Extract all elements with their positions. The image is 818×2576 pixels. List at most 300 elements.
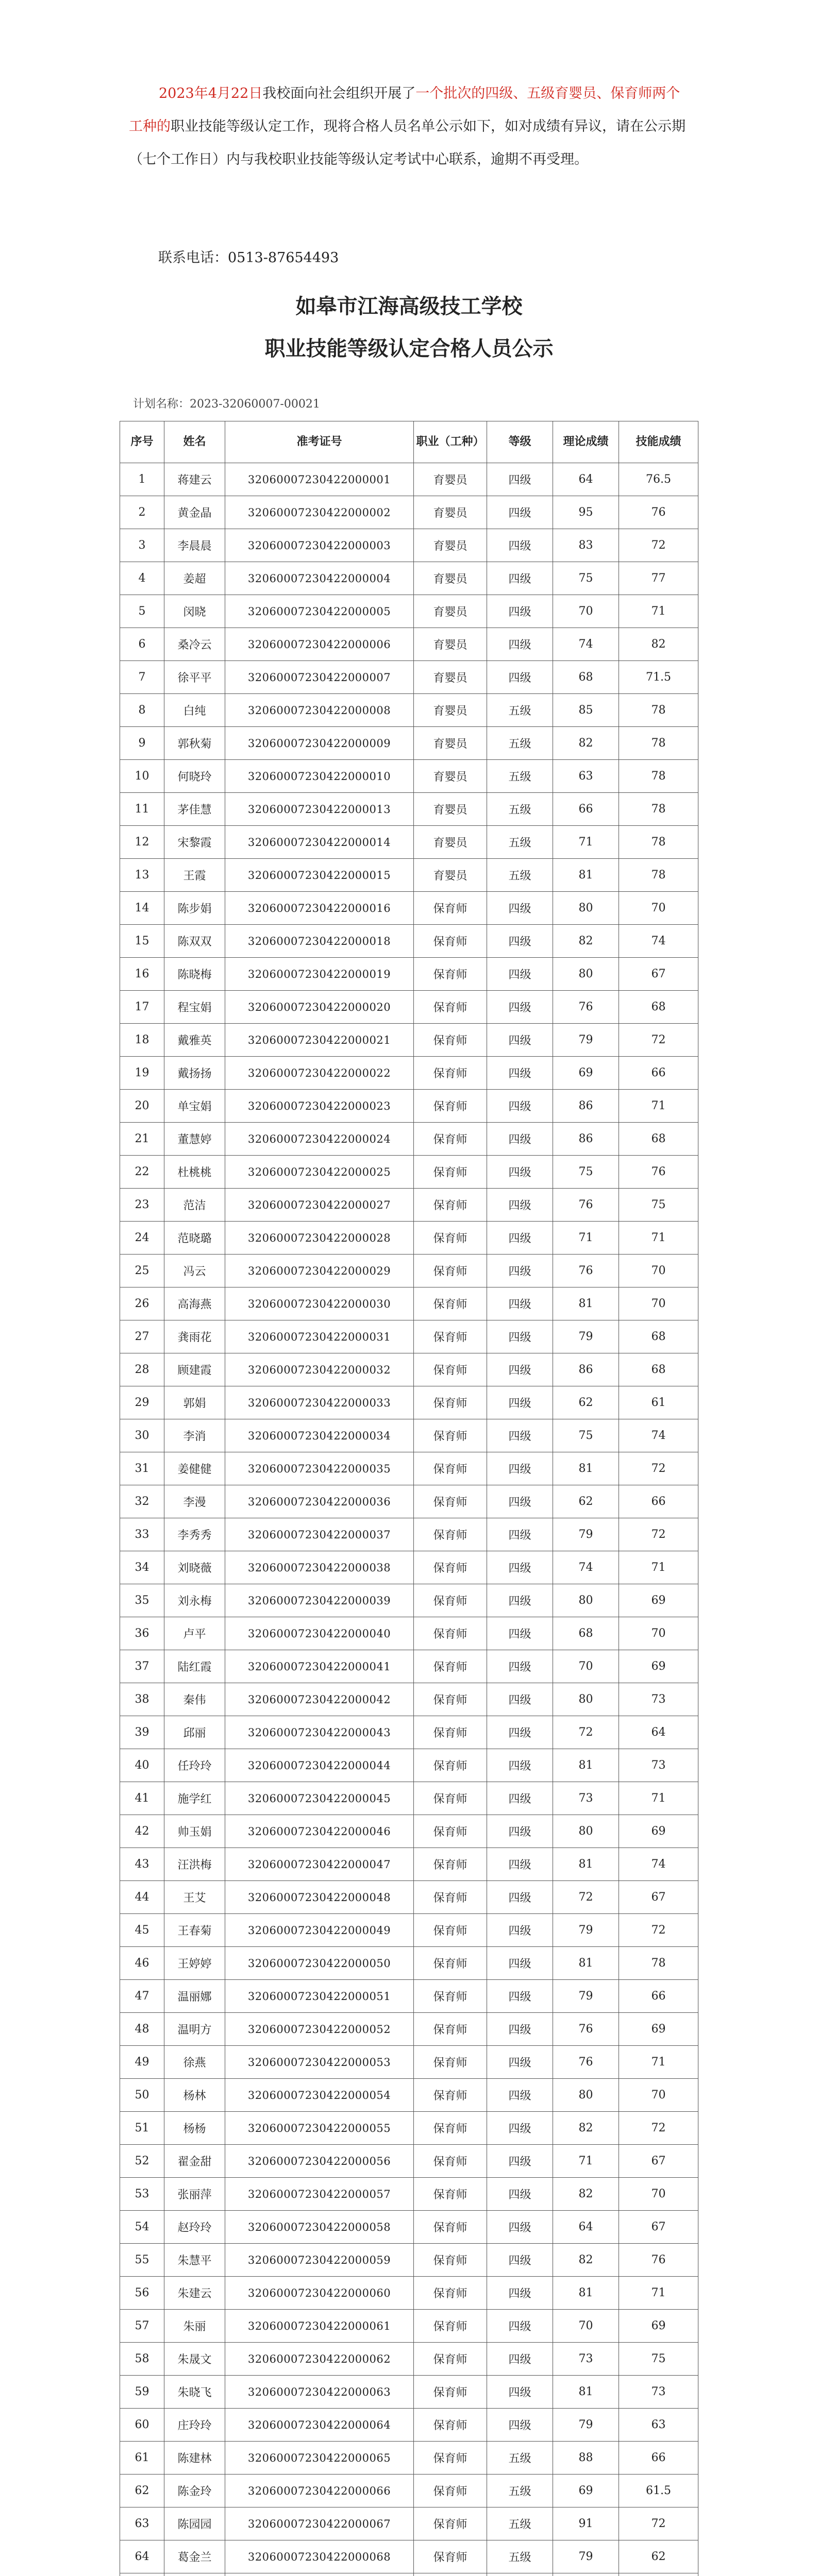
cell-skill-score: 70 [619, 892, 698, 925]
cell-index: 55 [120, 2244, 164, 2277]
cell-level: 四级 [487, 1980, 553, 2013]
cell-name: 蒋建云 [164, 463, 225, 496]
cell-exam-id: 32060007230422000003 [225, 529, 414, 562]
cell-skill-score: 72 [619, 2507, 698, 2540]
cell-exam-id: 32060007230422000053 [225, 2046, 414, 2079]
intro-text-1: 我校面向社会组织开展了 [262, 86, 416, 101]
cell-occupation: 保育师 [414, 2112, 487, 2145]
cell-index: 20 [120, 1090, 164, 1123]
cell-index: 16 [120, 958, 164, 991]
cell-index: 47 [120, 1980, 164, 2013]
cell-level: 四级 [487, 1914, 553, 1947]
cell-theory-score: 82 [553, 2112, 619, 2145]
table-header-row [120, 421, 698, 463]
cell-level: 四级 [487, 2211, 553, 2244]
table-row [120, 2046, 698, 2079]
cell-occupation: 保育师 [414, 2442, 487, 2475]
intro-highlight: 一个批次的四级、五级育婴员、保育师两个工种的 [129, 86, 680, 134]
cell-exam-id: 32060007230422000008 [225, 694, 414, 727]
cell-exam-id: 32060007230422000020 [225, 991, 414, 1024]
table-row [120, 1782, 698, 1815]
cell-index: 48 [120, 2013, 164, 2046]
cell-exam-id: 32060007230422000051 [225, 1980, 414, 2013]
cell-occupation: 保育师 [414, 2277, 487, 2310]
cell-index: 5 [120, 595, 164, 628]
cell-skill-score: 70 [619, 2178, 698, 2211]
cell-theory-score: 76 [553, 2013, 619, 2046]
cell-occupation: 保育师 [414, 925, 487, 958]
cell-skill-score: 74 [619, 1848, 698, 1881]
cell-name: 刘永梅 [164, 1584, 225, 1617]
cell-theory-score: 83 [553, 529, 619, 562]
cell-skill-score: 67 [619, 2145, 698, 2178]
cell-occupation: 保育师 [414, 1551, 487, 1584]
cell-occupation: 育婴员 [414, 760, 487, 793]
cell-exam-id: 32060007230422000035 [225, 1452, 414, 1485]
cell-name: 单宝娟 [164, 1090, 225, 1123]
cell-name: 李消 [164, 1419, 225, 1452]
cell-occupation: 保育师 [414, 1584, 487, 1617]
cell-level: 四级 [487, 1090, 553, 1123]
table-row [120, 727, 698, 760]
cell-index: 44 [120, 1881, 164, 1914]
table-row [120, 892, 698, 925]
cell-level: 四级 [487, 1815, 553, 1848]
cell-index: 21 [120, 1123, 164, 1156]
cell-index: 29 [120, 1386, 164, 1419]
table-row [120, 2277, 698, 2310]
cell-exam-id: 32060007230422000042 [225, 1683, 414, 1716]
cell-exam-id: 32060007230422000019 [225, 958, 414, 991]
cell-occupation: 育婴员 [414, 562, 487, 595]
cell-level: 四级 [487, 1287, 553, 1320]
cell-name: 汪洪梅 [164, 1848, 225, 1881]
cell-name: 朱晟文 [164, 2343, 225, 2376]
cell-skill-score [619, 2573, 698, 2576]
cell-name: 杨杨 [164, 2112, 225, 2145]
table-row [120, 2310, 698, 2343]
cell-skill-score: 69 [619, 2310, 698, 2343]
cell-exam-id: 32060007230422000068 [225, 2540, 414, 2573]
cell-occupation: 保育师 [414, 1683, 487, 1716]
cell-skill-score: 68 [619, 1320, 698, 1353]
cell-index: 62 [120, 2475, 164, 2507]
table-row [120, 1485, 698, 1518]
cell-occupation: 保育师 [414, 1386, 487, 1419]
cell-index: 32 [120, 1485, 164, 1518]
table-row [120, 1683, 698, 1716]
table-row [120, 2573, 698, 2576]
cell-theory-score: 69 [553, 1057, 619, 1090]
cell-exam-id: 32060007230422000059 [225, 2244, 414, 2277]
cell-theory-score: 62 [553, 1386, 619, 1419]
cell-index: 31 [120, 1452, 164, 1485]
cell-name: 王霞 [164, 859, 225, 892]
cell-skill-score: 72 [619, 1452, 698, 1485]
cell-occupation: 保育师 [414, 2244, 487, 2277]
cell-theory-score: 95 [553, 496, 619, 529]
cell-skill-score: 71 [619, 2046, 698, 2079]
cell-exam-id: 32060007230422000021 [225, 1024, 414, 1057]
cell-theory-score: 88 [553, 2442, 619, 2475]
cell-theory-score: 80 [553, 1683, 619, 1716]
cell-skill-score: 74 [619, 925, 698, 958]
cell-theory-score: 80 [553, 1584, 619, 1617]
cell-occupation: 保育师 [414, 2079, 487, 2112]
table-row [120, 760, 698, 793]
cell-level: 四级 [487, 1716, 553, 1749]
cell-skill-score: 78 [619, 793, 698, 826]
header-theory-score: 理论成绩 [553, 421, 619, 463]
cell-name: 陈园园 [164, 2507, 225, 2540]
cell-skill-score: 70 [619, 1617, 698, 1650]
table-row [120, 1386, 698, 1419]
table-row [120, 1189, 698, 1222]
cell-theory-score: 81 [553, 1452, 619, 1485]
cell-theory-score: 79 [553, 1024, 619, 1057]
cell-skill-score: 73 [619, 2376, 698, 2409]
cell-occupation: 保育师 [414, 1189, 487, 1222]
cell-name: 王春菊 [164, 1914, 225, 1947]
cell-occupation: 保育师 [414, 1947, 487, 1980]
cell-index: 26 [120, 1287, 164, 1320]
cell-occupation: 保育师 [414, 1320, 487, 1353]
cell-occupation: 保育师 [414, 1024, 487, 1057]
cell-name: 秦伟 [164, 1683, 225, 1716]
cell-level: 四级 [487, 1024, 553, 1057]
cell-skill-score: 68 [619, 1123, 698, 1156]
cell-occupation: 保育师 [414, 1123, 487, 1156]
cell-occupation: 育婴员 [414, 727, 487, 760]
cell-skill-score: 72 [619, 1518, 698, 1551]
cell-exam-id: 32060007230422000056 [225, 2145, 414, 2178]
cell-level: 四级 [487, 925, 553, 958]
cell-occupation: 育婴员 [414, 628, 487, 661]
cell-level: 四级 [487, 1617, 553, 1650]
header-occupation: 职业（工种） [414, 421, 487, 463]
cell-exam-id: 32060007230422000046 [225, 1815, 414, 1848]
cell-occupation: 育婴员 [414, 661, 487, 694]
table-row [120, 1419, 698, 1452]
cell-occupation: 保育师 [414, 1749, 487, 1782]
cell-exam-id: 32060007230422000025 [225, 1156, 414, 1189]
cell-occupation: 保育师 [414, 1782, 487, 1815]
cell-skill-score: 76 [619, 496, 698, 529]
cell-skill-score: 78 [619, 859, 698, 892]
cell-name: 陈建林 [164, 2442, 225, 2475]
cell-occupation: 保育师 [414, 1980, 487, 2013]
cell-skill-score: 67 [619, 1881, 698, 1914]
cell-name: 庄玲玲 [164, 2409, 225, 2442]
cell-theory-score: 86 [553, 1353, 619, 1386]
cell-name: 董慧婷 [164, 1123, 225, 1156]
cell-index: 1 [120, 463, 164, 496]
cell-exam-id: 32060007230422000045 [225, 1782, 414, 1815]
cell-level: 四级 [487, 1650, 553, 1683]
table-row [120, 1287, 698, 1320]
cell-level: 五级 [487, 694, 553, 727]
cell-exam-id: 32060007230422000001 [225, 463, 414, 496]
cell-level: 四级 [487, 1584, 553, 1617]
cell-level: 四级 [487, 562, 553, 595]
cell-skill-score: 71 [619, 2277, 698, 2310]
table-row [120, 1255, 698, 1287]
cell-exam-id: 32060007230422000039 [225, 1584, 414, 1617]
cell-occupation: 育婴员 [414, 463, 487, 496]
table-row [120, 2244, 698, 2277]
cell-name: 徐燕 [164, 2046, 225, 2079]
table-row [120, 2112, 698, 2145]
cell-level: 五级 [487, 859, 553, 892]
cell-exam-id: 32060007230422000058 [225, 2211, 414, 2244]
cell-occupation: 育婴员 [414, 496, 487, 529]
table-row [120, 1617, 698, 1650]
cell-occupation: 育婴员 [414, 793, 487, 826]
cell-skill-score: 78 [619, 826, 698, 859]
cell-skill-score: 64 [619, 1716, 698, 1749]
cell-occupation: 保育师 [414, 2376, 487, 2409]
cell-skill-score: 69 [619, 1815, 698, 1848]
cell-level: 四级 [487, 2178, 553, 2211]
cell-theory-score: 70 [553, 2310, 619, 2343]
cell-index: 42 [120, 1815, 164, 1848]
cell-skill-score: 71 [619, 1551, 698, 1584]
cell-skill-score: 68 [619, 991, 698, 1024]
cell-index: 3 [120, 529, 164, 562]
cell-name: 戴雅英 [164, 1024, 225, 1057]
cell-level: 四级 [487, 2310, 553, 2343]
cell-name: 李晨晨 [164, 529, 225, 562]
cell-occupation: 保育师 [414, 1914, 487, 1947]
cell-level: 四级 [487, 1123, 553, 1156]
cell-name: 范洁 [164, 1189, 225, 1222]
cell-theory-score: 81 [553, 1749, 619, 1782]
cell-exam-id: 32060007230422000057 [225, 2178, 414, 2211]
cell-theory-score: 82 [553, 925, 619, 958]
table-row [120, 2376, 698, 2409]
table-row [120, 2475, 698, 2507]
cell-level: 四级 [487, 1156, 553, 1189]
table-row [120, 2343, 698, 2376]
cell-name: 陈晓梅 [164, 958, 225, 991]
cell-occupation: 保育师 [414, 1287, 487, 1320]
cell-exam-id: 32060007230422000041 [225, 1650, 414, 1683]
cell-name: 温丽娜 [164, 1980, 225, 2013]
table-row [120, 2079, 698, 2112]
table-row [120, 1650, 698, 1683]
cell-occupation: 保育师 [414, 2046, 487, 2079]
cell-exam-id: 32060007230422000048 [225, 1881, 414, 1914]
cell-exam-id: 32060007230422000005 [225, 595, 414, 628]
cell-level: 四级 [487, 958, 553, 991]
cell-occupation: 保育师 [414, 1881, 487, 1914]
cell-theory-score: 74 [553, 1551, 619, 1584]
cell-level: 四级 [487, 661, 553, 694]
cell-skill-score: 72 [619, 2112, 698, 2145]
table-row [120, 529, 698, 562]
cell-index: 35 [120, 1584, 164, 1617]
cell-exam-id: 32060007230422000030 [225, 1287, 414, 1320]
cell-level: 四级 [487, 2244, 553, 2277]
cell-theory-score: 86 [553, 1123, 619, 1156]
header-index: 序号 [120, 421, 164, 463]
cell-index: 25 [120, 1255, 164, 1287]
cell-theory-score: 85 [553, 694, 619, 727]
cell-occupation: 育婴员 [414, 859, 487, 892]
table-row [120, 661, 698, 694]
contact-phone: 联系电话：0513-87654493 [158, 250, 339, 266]
cell-theory-score: 79 [553, 1980, 619, 2013]
cell-exam-id: 32060007230422000049 [225, 1914, 414, 1947]
table-row [120, 1518, 698, 1551]
cell-index: 46 [120, 1947, 164, 1980]
cell-level: 四级 [487, 1386, 553, 1419]
cell-occupation: 保育师 [414, 1452, 487, 1485]
cell-exam-id: 32060007230422000006 [225, 628, 414, 661]
cell-occupation: 保育师 [414, 1419, 487, 1452]
cell-theory-score: 70 [553, 1650, 619, 1683]
cell-skill-score: 78 [619, 694, 698, 727]
cell-name: 朱慧平 [164, 2244, 225, 2277]
cell-level: 五级 [487, 727, 553, 760]
cell-theory-score: 79 [553, 2540, 619, 2573]
cell-exam-id: 32060007230422000063 [225, 2376, 414, 2409]
cell-name: 赵玲玲 [164, 2211, 225, 2244]
cell-level: 四级 [487, 1782, 553, 1815]
cell-occupation: 保育师 [414, 1815, 487, 1848]
cell-level: 四级 [487, 1189, 553, 1222]
cell-theory-score: 73 [553, 2343, 619, 2376]
cell-skill-score: 78 [619, 727, 698, 760]
cell-index: 57 [120, 2310, 164, 2343]
cell-name: 姜健健 [164, 1452, 225, 1485]
cell-level: 四级 [487, 529, 553, 562]
cell-level: 四级 [487, 1222, 553, 1255]
table-row [120, 1353, 698, 1386]
intro-date: 2023年4月22日 [159, 86, 263, 101]
cell-index: 43 [120, 1848, 164, 1881]
cell-index: 15 [120, 925, 164, 958]
cell-level: 四级 [487, 1848, 553, 1881]
cell-occupation: 保育师 [414, 2211, 487, 2244]
cell-theory-score: 80 [553, 1815, 619, 1848]
cell-index [120, 2573, 164, 2576]
table-row [120, 1980, 698, 2013]
cell-name: 陆红霞 [164, 1650, 225, 1683]
cell-theory-score: 63 [553, 760, 619, 793]
header-exam-id: 准考证号 [225, 421, 414, 463]
cell-name: 杨林 [164, 2079, 225, 2112]
cell-index: 49 [120, 2046, 164, 2079]
cell-name: 陈金玲 [164, 2475, 225, 2507]
cell-index: 27 [120, 1320, 164, 1353]
cell-index: 4 [120, 562, 164, 595]
cell-skill-score: 62 [619, 2540, 698, 2573]
cell-skill-score: 72 [619, 1914, 698, 1947]
table-row [120, 1320, 698, 1353]
cell-index: 6 [120, 628, 164, 661]
table-row [120, 958, 698, 991]
cell-exam-id: 32060007230422000054 [225, 2079, 414, 2112]
cell-occupation: 保育师 [414, 2343, 487, 2376]
cell-occupation: 保育师 [414, 958, 487, 991]
cell-occupation: 保育师 [414, 1485, 487, 1518]
cell-name: 邱丽 [164, 1716, 225, 1749]
cell-occupation: 保育师 [414, 1057, 487, 1090]
cell-skill-score: 63 [619, 2409, 698, 2442]
cell-exam-id: 32060007230422000010 [225, 760, 414, 793]
cell-theory-score: 82 [553, 727, 619, 760]
cell-skill-score: 69 [619, 1650, 698, 1683]
cell-index: 41 [120, 1782, 164, 1815]
cell-name: 李秀秀 [164, 1518, 225, 1551]
results-table [120, 421, 698, 2576]
cell-level: 四级 [487, 1485, 553, 1518]
cell-skill-score: 61 [619, 1386, 698, 1419]
cell-name: 朱建云 [164, 2277, 225, 2310]
cell-level: 四级 [487, 2079, 553, 2112]
cell-level: 五级 [487, 826, 553, 859]
cell-skill-score: 61.5 [619, 2475, 698, 2507]
header-name: 姓名 [164, 421, 225, 463]
cell-name: 朱丽 [164, 2310, 225, 2343]
cell-occupation: 保育师 [414, 2409, 487, 2442]
cell-skill-score: 71.5 [619, 661, 698, 694]
cell-skill-score: 76 [619, 2244, 698, 2277]
cell-theory-score: 70 [553, 595, 619, 628]
cell-occupation: 保育师 [414, 1090, 487, 1123]
cell-skill-score: 66 [619, 1980, 698, 2013]
cell-theory-score: 73 [553, 1782, 619, 1815]
cell-occupation: 保育师 [414, 2013, 487, 2046]
cell-theory-score: 81 [553, 1848, 619, 1881]
cell-exam-id: 32060007230422000007 [225, 661, 414, 694]
cell-skill-score: 70 [619, 2079, 698, 2112]
cell-name: 朱晓飞 [164, 2376, 225, 2409]
cell-occupation: 育婴员 [414, 529, 487, 562]
cell-skill-score: 78 [619, 1947, 698, 1980]
cell-theory-score: 69 [553, 2475, 619, 2507]
cell-exam-id: 32060007230422000066 [225, 2475, 414, 2507]
cell-name: 茅佳慧 [164, 793, 225, 826]
cell-theory-score: 64 [553, 2211, 619, 2244]
table-row [120, 925, 698, 958]
cell-level: 四级 [487, 1320, 553, 1353]
cell-level: 四级 [487, 1353, 553, 1386]
cell-index: 12 [120, 826, 164, 859]
cell-index: 51 [120, 2112, 164, 2145]
cell-theory-score: 80 [553, 892, 619, 925]
table-row [120, 1057, 698, 1090]
cell-index: 34 [120, 1551, 164, 1584]
cell-exam-id: 32060007230422000018 [225, 925, 414, 958]
cell-exam-id: 32060007230422000009 [225, 727, 414, 760]
cell-skill-score: 74 [619, 1419, 698, 1452]
cell-level: 五级 [487, 760, 553, 793]
cell-skill-score: 68 [619, 1353, 698, 1386]
cell-name: 闵晓 [164, 595, 225, 628]
cell-name: 宋黎霞 [164, 826, 225, 859]
cell-skill-score: 76 [619, 1156, 698, 1189]
cell-name: 龚雨花 [164, 1320, 225, 1353]
cell-exam-id: 32060007230422000065 [225, 2442, 414, 2475]
cell-skill-score: 77 [619, 562, 698, 595]
cell-occupation: 保育师 [414, 2310, 487, 2343]
cell-skill-score: 70 [619, 1255, 698, 1287]
cell-name: 郭娟 [164, 1386, 225, 1419]
cell-occupation: 保育师 [414, 1716, 487, 1749]
cell-name: 陈双双 [164, 925, 225, 958]
